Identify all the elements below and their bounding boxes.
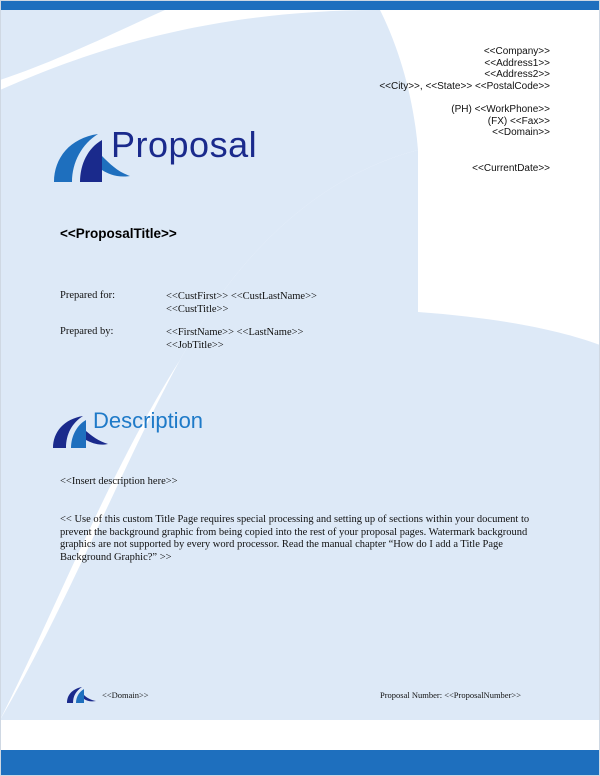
company-name: <<Company>> <box>483 46 550 57</box>
prepared-by-value <box>166 326 303 352</box>
proposal-title: <<ProposalTitle>> <box>60 226 177 241</box>
prepared-for-label: Prepared for: <box>60 290 116 301</box>
customer-title: <<CustTitle>> <box>166 304 229 315</box>
current-date: <<CurrentDate>> <box>472 162 550 174</box>
bottom-accent-bar <box>0 750 600 776</box>
address-line-2: <<Address2>> <box>484 69 550 80</box>
insert-description-placeholder: <<Insert description here>> <box>60 476 178 487</box>
customer-name: <<CustFirst>> <<CustLastName>> <box>166 291 317 302</box>
author-name: <<FirstName>> <<LastName>> <box>166 327 304 338</box>
domain: <<Domain>> <box>492 127 550 138</box>
instructions-text: << Use of this custom Title Page requires special processing and setting up of sections within your document to prevent the background graphic from being copied into the rest of your proposal pages. Watermark background graphics are not supported by every word processor. Read the manual chapter “How do I add a Title Page Background Graphic?” >> <box>60 514 530 563</box>
footer-domain: <<Domain>> <box>102 690 149 700</box>
footer-proposal-number: Proposal Number: <<ProposalNumber>> <box>380 690 521 700</box>
author-title: <<JobTitle>> <box>166 340 224 351</box>
address-line-1: <<Address1>> <box>484 57 550 69</box>
phone: (PH) <<WorkPhone>> <box>451 104 550 115</box>
prepared-for-value <box>166 290 317 316</box>
city-state-postal: <<City>>, <<State>> <<PostalCode>> <box>379 80 550 92</box>
prepared-by-label: Prepared by: <box>60 326 114 337</box>
fax: (FX) <<Fax>> <box>487 115 550 127</box>
footer-logo-icon <box>66 686 96 704</box>
description-heading: Description <box>93 408 204 433</box>
company-contact-block <box>379 46 550 174</box>
proposal-heading: Proposal <box>111 124 258 165</box>
